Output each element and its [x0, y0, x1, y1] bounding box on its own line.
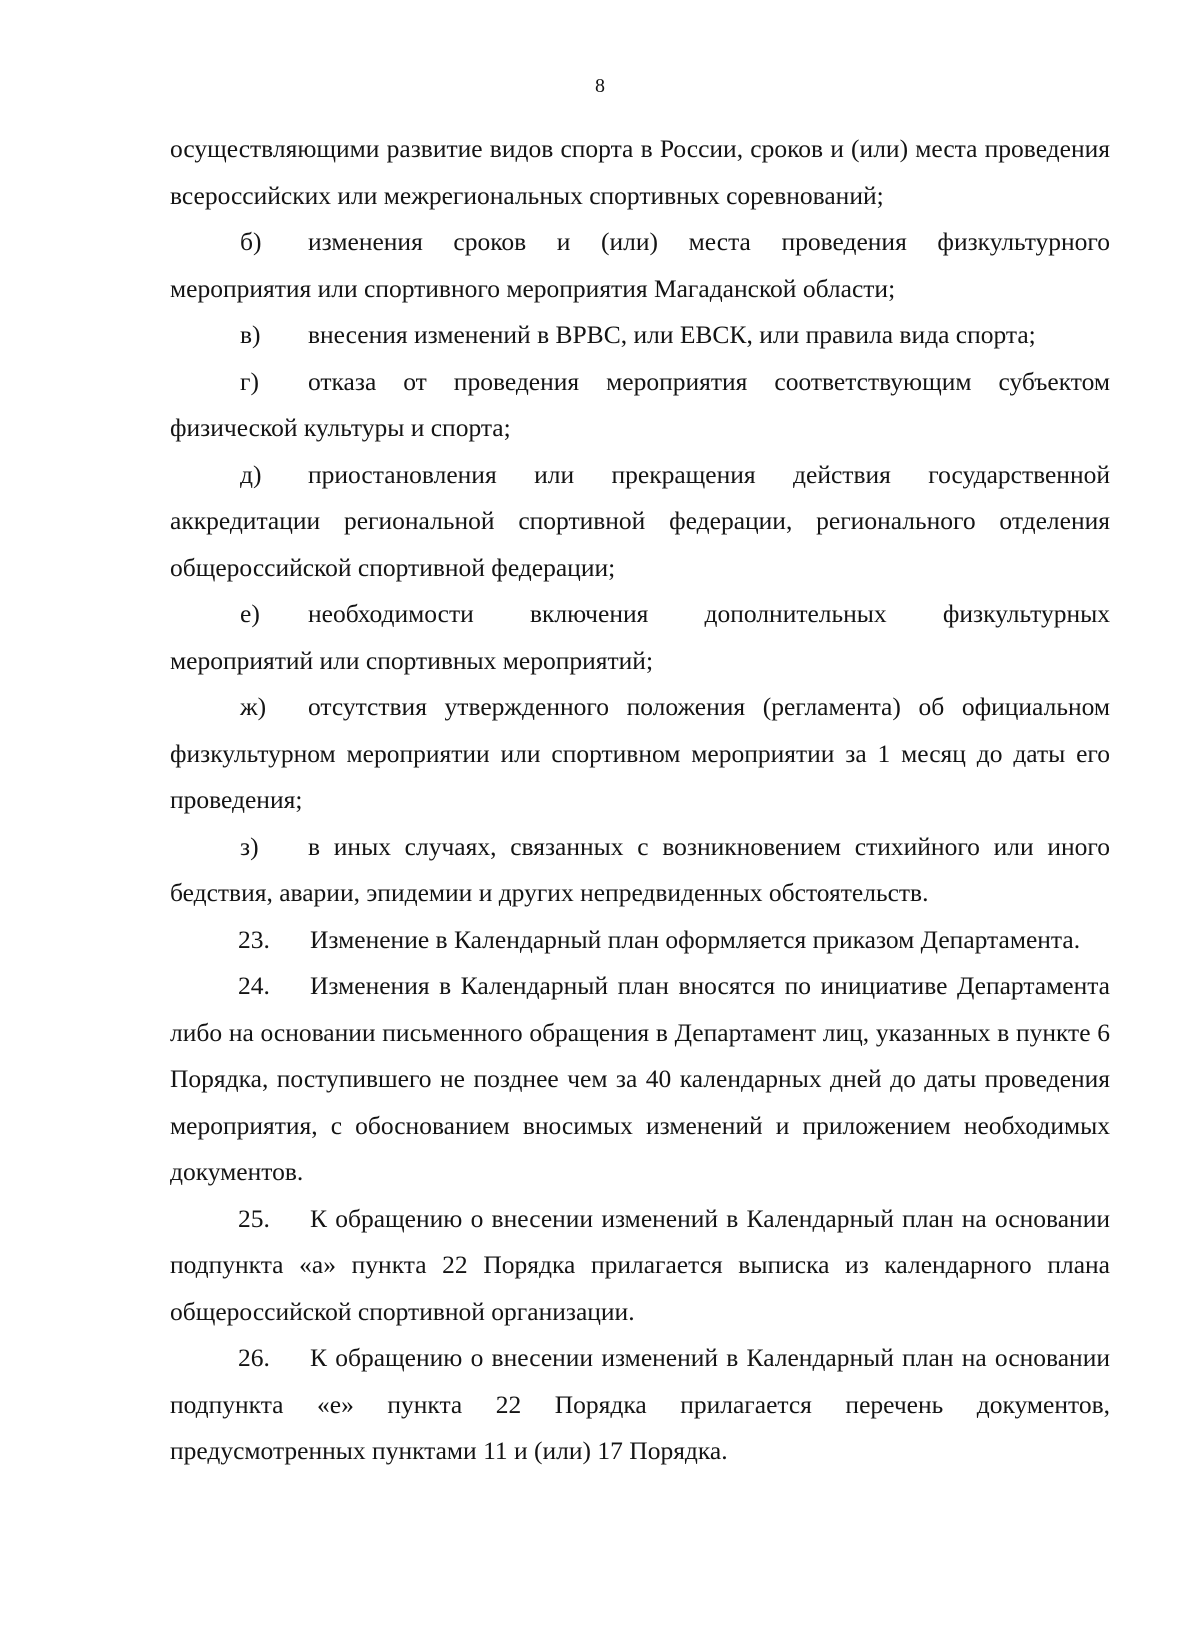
subitem-g — [170, 359, 1110, 452]
subitem-text: приостановления или прекращения действия государственной аккредитации региональной спортивной федерации, регионального отделения общероссийской спортивной федерации; — [170, 459, 1110, 582]
subitem-label: з) — [240, 831, 259, 861]
clause-number: 24. — [238, 971, 270, 1000]
clause-26 — [170, 1335, 1110, 1475]
subitem-d — [170, 452, 1110, 592]
subitem-b — [170, 219, 1110, 312]
subitem-z — [170, 824, 1110, 917]
subitem-text: отсутствия утвержденного положения (регламента) об официальном физкультурном мероприятии или спортивном мероприятии за 1 месяц до даты его проведения; — [170, 692, 1110, 814]
subitem-label: в) — [240, 320, 261, 349]
subitem-label: б) — [240, 227, 262, 256]
clause-text: Изменение в Календарный план оформляется приказом Департамента. — [310, 924, 1081, 954]
subitem-text: отказа от проведения мероприятия соответствующим субъектом физической культуры и спорта; — [170, 366, 1110, 442]
clause-number: 26. — [238, 1343, 270, 1372]
subitem-e — [170, 591, 1110, 684]
subitem-v — [170, 312, 1110, 359]
document-body — [170, 126, 1110, 1475]
clause-25 — [170, 1196, 1110, 1336]
subitem-label: ж) — [240, 692, 267, 721]
subitem-label: г) — [240, 366, 259, 396]
subitem-text: изменения сроков и (или) места проведения физкультурного мероприятия или спортивного мероприятия Магаданской области; — [170, 227, 1110, 303]
subitem-text: необходимости включения дополнительных физкультурных мероприятий или спортивных мероприятий; — [170, 599, 1110, 675]
clause-text: К обращению о внесении изменений в Календарный план на основании подпункта «е» пункта 22 Порядка прилагается перечень документов, предусмотренных пунктами 11 и (или) 17 Порядка. — [170, 1343, 1110, 1465]
clause-23 — [170, 917, 1110, 964]
clause-24 — [170, 963, 1110, 1196]
clause-text: К обращению о внесении изменений в Календарный план на основании подпункта «а» пункта 22 Порядка прилагается выписка из календарного плана общероссийской спортивной организации. — [170, 1203, 1110, 1326]
page-number: 8 — [595, 75, 605, 97]
subitem-zh — [170, 684, 1110, 824]
subitem-label: д) — [240, 459, 262, 489]
subitem-text: в иных случаях, связанных с возникновением стихийного или иного бедствия, аварии, эпидемии и других непредвиденных обстоятельств. — [170, 831, 1110, 907]
subitem-text: внесения изменений в ВРВС, или ЕВСК, или правила вида спорта; — [308, 320, 1036, 349]
clause-number: 23. — [238, 924, 270, 954]
subitem-label: е) — [240, 599, 260, 628]
clause-text: Изменения в Календарный план вносятся по инициативе Департамента либо на основании письменного обращения в Департамент лиц, указанных в пункте 6 Порядка, поступившего не позднее чем за 40 календарных дней до даты проведения мероприятия, с обоснованием вносимых изменений и приложением необходимых документов. — [170, 971, 1110, 1186]
clause-number: 25. — [238, 1203, 270, 1233]
continuation-paragraph: осуществляющими развитие видов спорта в России, сроков и (или) места проведения всероссийских или межрегиональных спортивных соревнований; — [170, 134, 1110, 210]
